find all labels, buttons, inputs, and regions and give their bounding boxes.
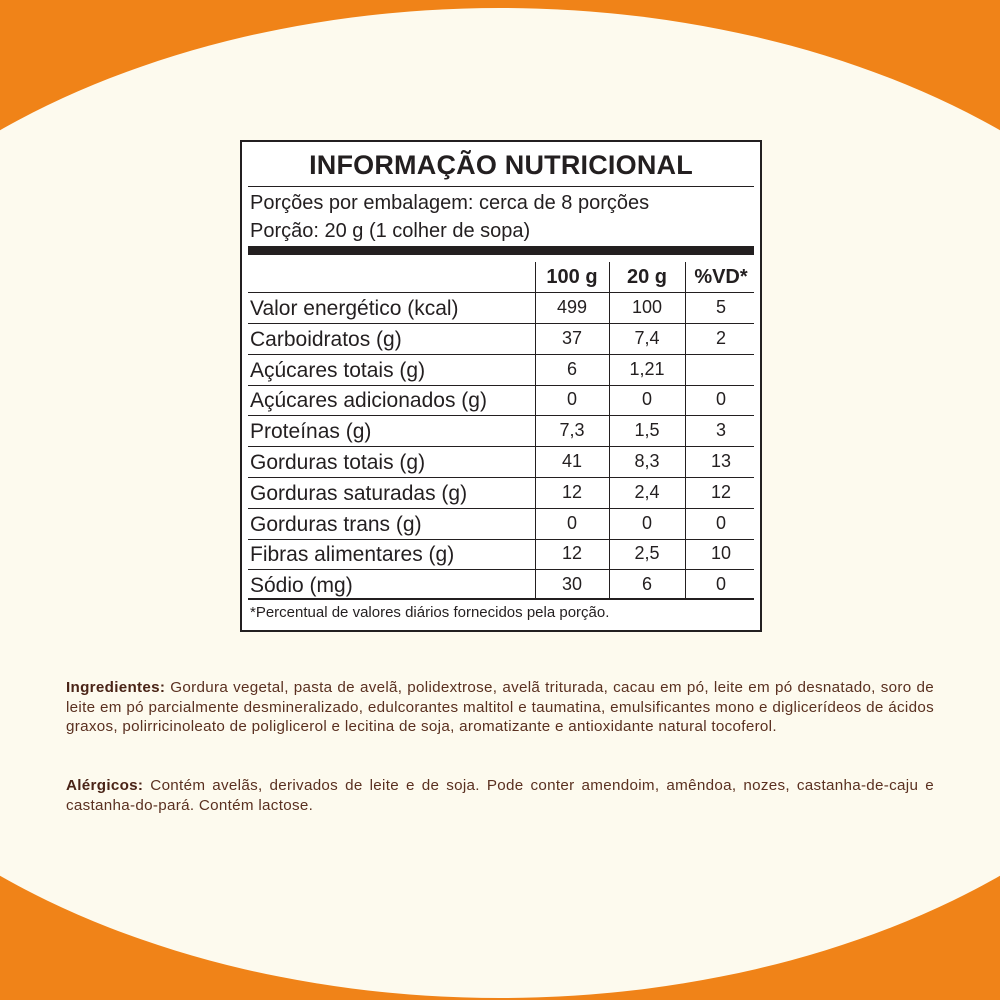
value-20g: 0: [641, 389, 652, 410]
table-row: [248, 447, 754, 477]
value-20g: 1,5: [634, 420, 660, 441]
footnote: *Percentual de valores diários fornecidos pela porção.: [250, 604, 610, 621]
allergens-heading: Alérgicos:: [66, 777, 144, 794]
value-100g: 0: [566, 512, 577, 533]
value-vd: [686, 355, 756, 385]
divider: [248, 186, 754, 187]
thick-divider: [248, 246, 754, 255]
value-20g: 100: [631, 297, 663, 317]
nutrient-label: Gorduras saturadas (g): [250, 481, 468, 505]
table-row: [248, 539, 754, 569]
table-row: [248, 324, 754, 354]
column-header-100g: 100 g: [546, 266, 598, 288]
nutrient-label: Açúcares adicionados (g): [250, 389, 487, 413]
value-100g: 0: [566, 389, 577, 410]
ingredients-paragraph: [66, 678, 934, 737]
value-vd: 2: [715, 327, 726, 348]
table-row: [248, 355, 754, 385]
bottom-divider: [248, 598, 754, 600]
value-100g: 12: [561, 481, 583, 502]
servings-per-package: Porções por embalagem: cerca de 8 porções: [250, 192, 650, 214]
nutrient-label: Gorduras trans (g): [250, 512, 422, 536]
value-100g: 37: [561, 327, 583, 348]
table-row: [248, 570, 754, 600]
table-row: [248, 385, 754, 415]
value-100g: 41: [561, 451, 583, 471]
value-20g: 0: [641, 512, 652, 533]
allergens-text: Contém avelãs, derivados de leite e de soja. Pode conter amendoim, amêndoa, nozes, castanha-de-caju e castanha-do-pará. Contém lactose.: [66, 777, 934, 814]
nutrition-facts-panel: [240, 140, 762, 632]
value-100g: 7,3: [559, 420, 585, 441]
value-vd: 0: [715, 574, 726, 595]
value-20g: 2,5: [634, 543, 660, 564]
nutrient-label: Fibras alimentares (g): [250, 543, 455, 567]
value-100g: 6: [566, 358, 577, 379]
nutrient-label: Sódio (mg): [250, 574, 353, 598]
ingredients-text: Gordura vegetal, pasta de avelã, polidextrose, avelã triturada, cacau em pó, leite em pó desnatado, soro de leite em pó parcialmente desmineralizado, edulcorantes maltitol e taumatina, emulsificantes mono e diglicerídeos de ácidos graxos, polirricinoleato de poliglicerol e lecitina de soja, aromatizante e antioxidante natural tocoferol.: [66, 679, 934, 735]
value-100g: 30: [561, 574, 583, 595]
column-header-20g: 20 g: [626, 266, 668, 288]
value-20g: 7,4: [634, 327, 660, 348]
column-header-vd: %VD*: [694, 266, 748, 288]
value-vd: 0: [715, 389, 726, 410]
panel-title: INFORMAÇÃO NUTRICIONAL: [309, 150, 693, 180]
table-row: [248, 478, 754, 508]
nutrient-label: Valor energético (kcal): [250, 297, 459, 320]
value-20g: 1,21: [629, 358, 665, 379]
value-20g: 6: [641, 574, 652, 595]
allergens-paragraph: [66, 776, 934, 815]
table-row: [248, 416, 754, 446]
value-100g: 12: [561, 543, 583, 564]
value-vd: 5: [715, 297, 726, 317]
value-20g: 8,3: [634, 451, 660, 471]
nutrient-label: Gorduras totais (g): [250, 451, 426, 474]
value-100g: 499: [556, 297, 588, 317]
ingredients-heading: Ingredientes:: [66, 679, 166, 696]
table-row: [248, 293, 754, 323]
nutrient-label: Carboidratos (g): [250, 327, 402, 351]
nutrient-label: Açúcares totais (g): [250, 358, 426, 382]
value-vd: 12: [710, 481, 732, 502]
value-vd: 0: [715, 512, 726, 533]
value-vd: 3: [715, 420, 726, 441]
value-vd: 13: [710, 451, 732, 471]
table-row: [248, 509, 754, 539]
value-vd: 10: [710, 543, 732, 564]
serving-size: Porção: 20 g (1 colher de sopa): [250, 220, 531, 242]
value-20g: 2,4: [634, 481, 660, 502]
nutrient-label: Proteínas (g): [250, 420, 372, 444]
